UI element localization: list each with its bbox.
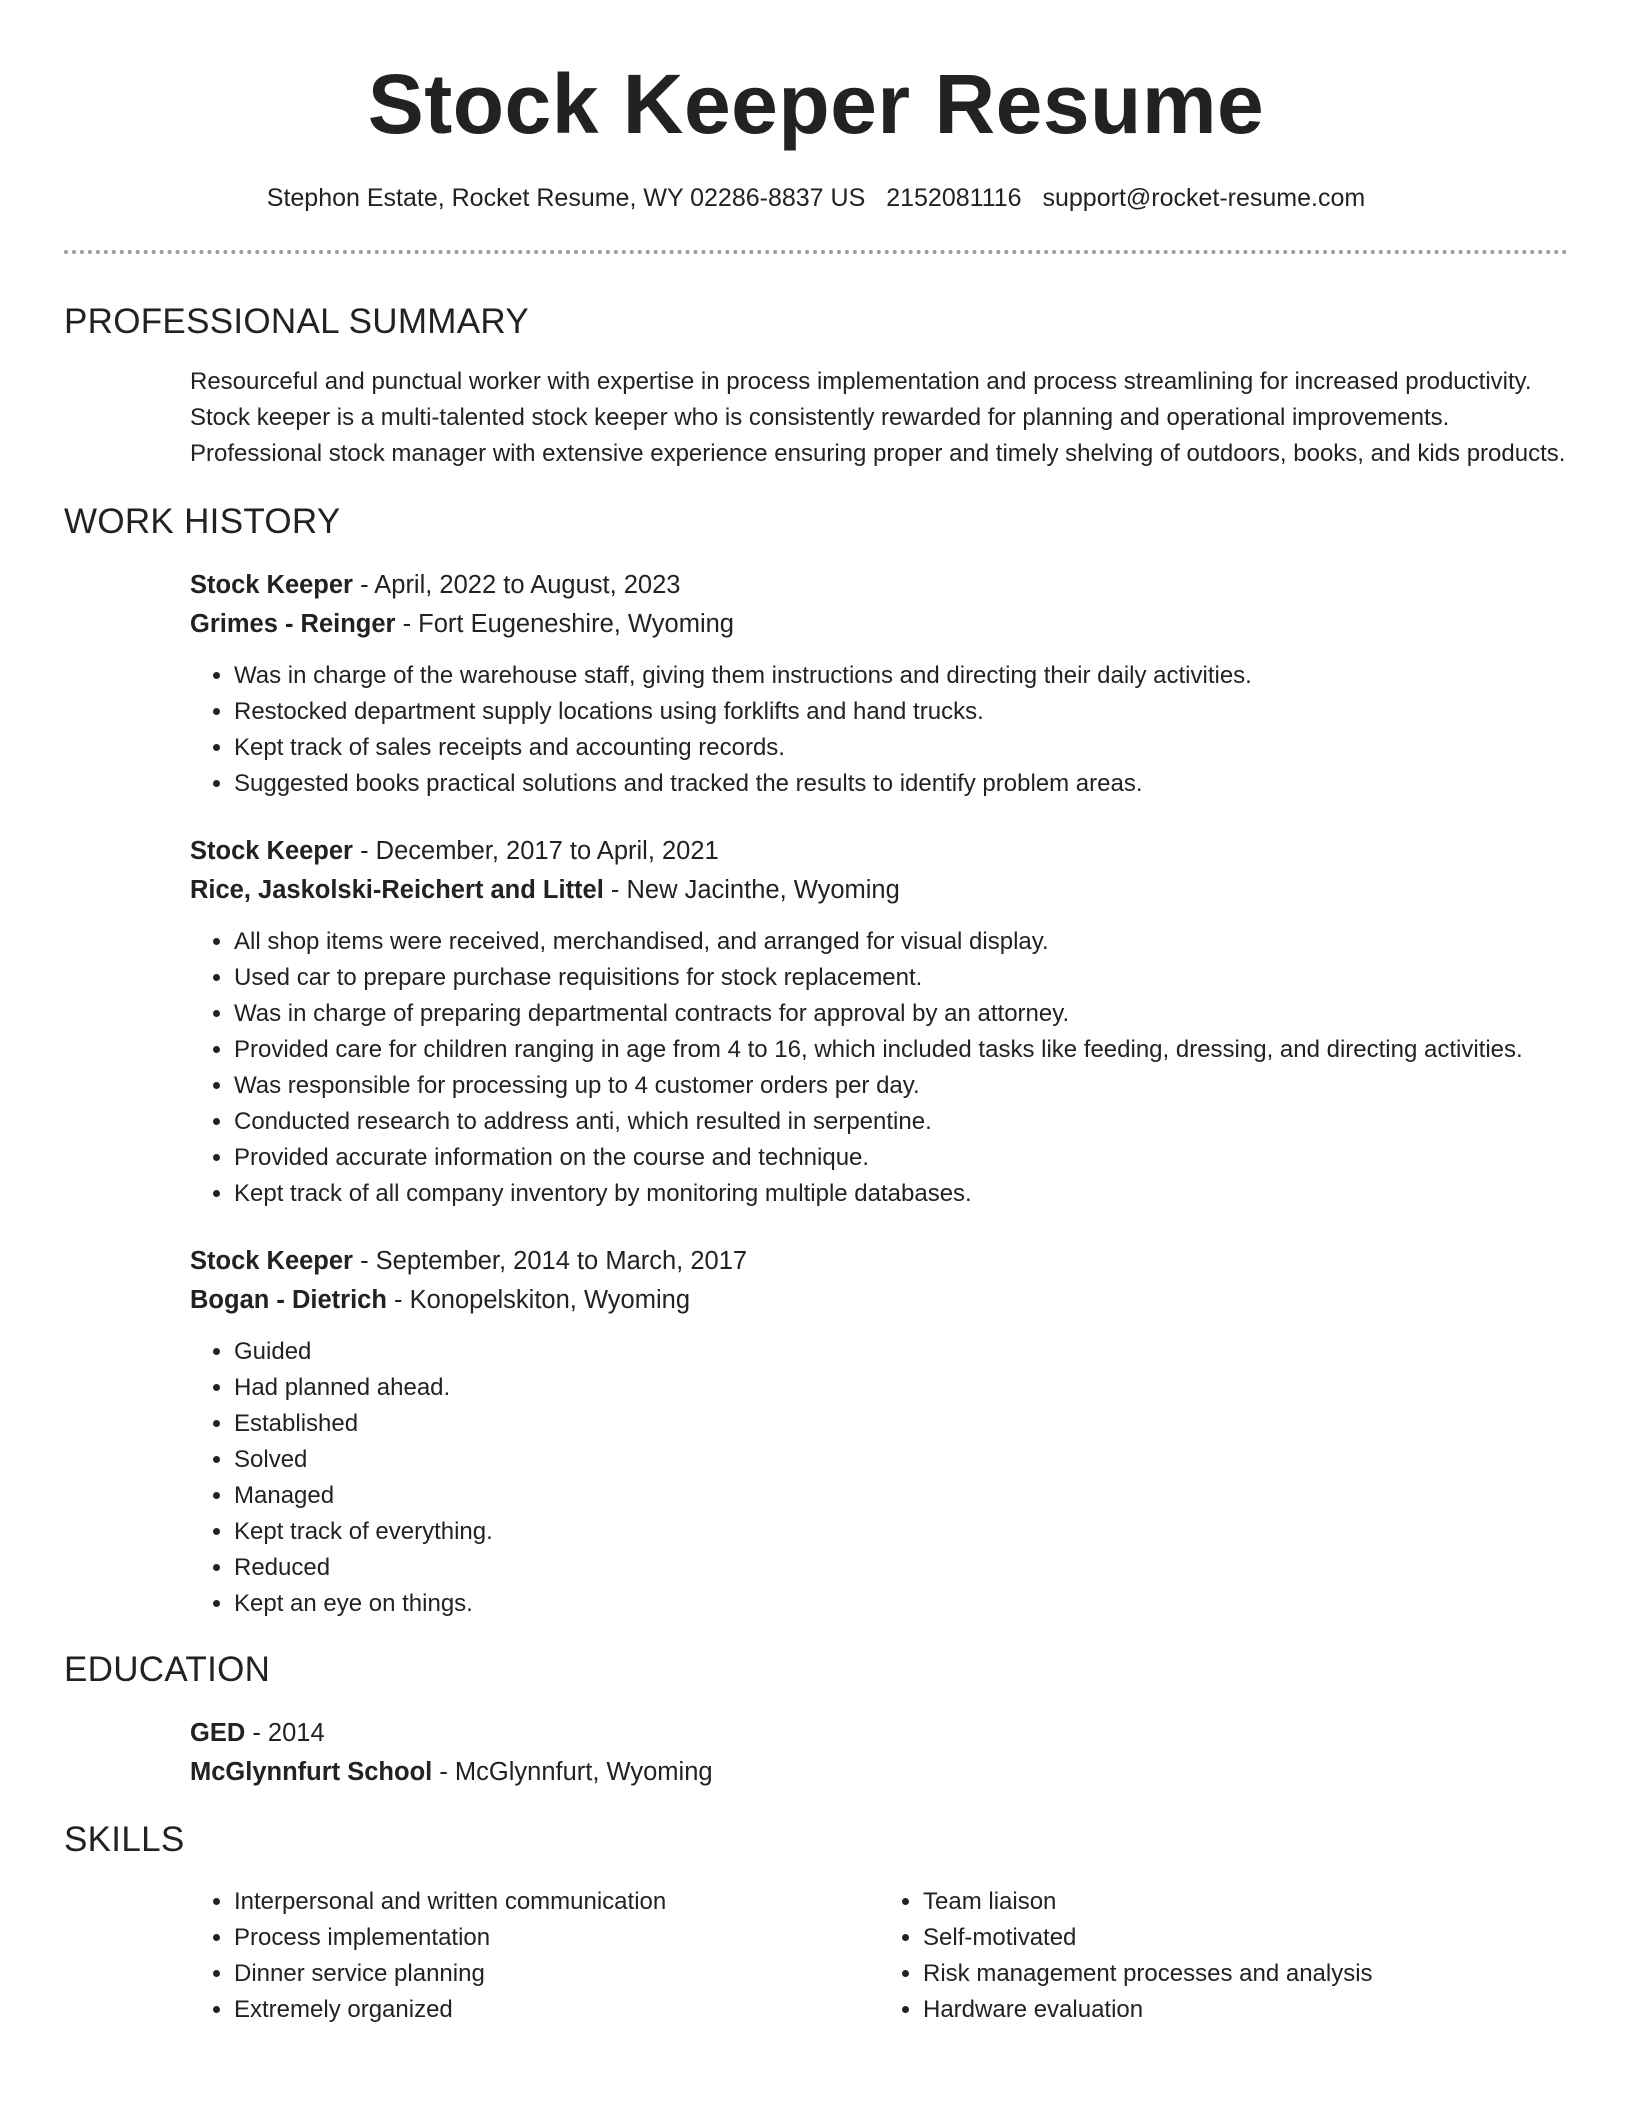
- list-item: • Was in charge of the warehouse staff, giving them instructions and directing their daily activities.: [234, 658, 1568, 694]
- job-company: Grimes - Reinger: [190, 610, 396, 638]
- job-location: - New Jacinthe, Wyoming: [603, 876, 900, 904]
- job-location: - Fort Eugeneshire, Wyoming: [395, 610, 734, 638]
- education-section: [64, 1648, 1568, 1792]
- job-company-line: [190, 871, 1568, 910]
- job-dates: - April, 2022 to August, 2023: [353, 571, 681, 599]
- job-bullets: [190, 1334, 1568, 1622]
- job-title-line: [190, 566, 1568, 605]
- skills-section: [64, 1818, 1568, 2028]
- education-degree-line: [190, 1714, 1568, 1753]
- list-item: • Reduced: [234, 1550, 1568, 1586]
- job-title-line: [190, 832, 1568, 871]
- skills-heading: SKILLS: [64, 1820, 185, 1859]
- summary-section: [64, 300, 1568, 472]
- job-role: Stock Keeper: [190, 1247, 353, 1275]
- skill-item: • Self-motivated: [923, 1920, 1568, 1956]
- list-item: • Established: [234, 1406, 1568, 1442]
- contact-line: [0, 180, 1632, 216]
- list-item: • Kept track of sales receipts and accounting records.: [234, 730, 1568, 766]
- list-item: • Provided accurate information on the course and technique.: [234, 1140, 1568, 1176]
- summary-text: Resourceful and punctual worker with expertise in process implementation and process streamlining for increased productivity. Stock keeper is a multi-talented stock keeper who is consistently rewarded for planning and operational improvements. Professional stock manager with extensive experience ensuring proper and timely shelving of outdoors, books, and kids products.: [190, 368, 1566, 467]
- list-item: • Used car to prepare purchase requisitions for stock replacement.: [234, 960, 1568, 996]
- job-dates: - December, 2017 to April, 2021: [353, 837, 719, 865]
- contact-address: Stephon Estate, Rocket Resume, WY 02286-8837 US: [266, 184, 866, 212]
- list-item: • Suggested books practical solutions and tracked the results to identify problem areas.: [234, 766, 1568, 802]
- skills-list-left: [190, 1884, 879, 2028]
- job-dates: - September, 2014 to March, 2017: [353, 1247, 748, 1275]
- job-location: - Konopelskiton, Wyoming: [386, 1286, 691, 1314]
- skills-grid: [190, 1884, 1568, 2028]
- job-bullets: [190, 658, 1568, 802]
- summary-heading: PROFESSIONAL SUMMARY: [64, 302, 529, 341]
- contact-email: support@rocket-resume.com: [1042, 184, 1366, 212]
- education-year: - 2014: [245, 1719, 325, 1747]
- skill-item: • Risk management processes and analysis: [923, 1956, 1568, 1992]
- skill-item: • Hardware evaluation: [923, 1992, 1568, 2028]
- education-school-line: [190, 1753, 1568, 1792]
- job-entry: [190, 1242, 1568, 1622]
- education-degree: GED: [190, 1719, 246, 1747]
- skills-list-right: [879, 1884, 1568, 2028]
- education-school: McGlynnfurt School: [190, 1758, 433, 1786]
- job-entry: [190, 832, 1568, 1212]
- job-role: Stock Keeper: [190, 837, 353, 865]
- contact-phone: 2152081116: [886, 184, 1022, 212]
- resume-title: Stock Keeper Resume: [367, 57, 1265, 151]
- list-item: • Conducted research to address anti, which resulted in serpentine.: [234, 1104, 1568, 1140]
- list-item: • Was responsible for processing up to 4 customer orders per day.: [234, 1068, 1568, 1104]
- header-divider: [64, 250, 1568, 254]
- list-item: • Kept an eye on things.: [234, 1586, 1568, 1622]
- list-item: • Solved: [234, 1442, 1568, 1478]
- list-item: • Managed: [234, 1478, 1568, 1514]
- list-item: • Restocked department supply locations using forklifts and hand trucks.: [234, 694, 1568, 730]
- education-location: - McGlynnfurt, Wyoming: [432, 1758, 713, 1786]
- skill-item: • Dinner service planning: [234, 1956, 879, 1992]
- list-item: • Guided: [234, 1334, 1568, 1370]
- work-history-section: [64, 500, 1568, 1622]
- skill-item: • Extremely organized: [234, 1992, 879, 2028]
- list-item: • All shop items were received, merchandised, and arranged for visual display.: [234, 924, 1568, 960]
- job-company-line: [190, 605, 1568, 644]
- list-item: • Was in charge of preparing departmental contracts for approval by an attorney.: [234, 996, 1568, 1032]
- skill-item: • Team liaison: [923, 1884, 1568, 1920]
- list-item: • Provided care for children ranging in age from 4 to 16, which included tasks like feeding, dressing, and directing activities.: [234, 1032, 1568, 1068]
- job-company: Bogan - Dietrich: [190, 1286, 387, 1314]
- job-entry: [190, 566, 1568, 802]
- education-heading: EDUCATION: [64, 1650, 271, 1689]
- job-bullets: [190, 924, 1568, 1212]
- job-company-line: [190, 1281, 1568, 1320]
- list-item: • Kept track of everything.: [234, 1514, 1568, 1550]
- job-company: Rice, Jaskolski-Reichert and Littel: [190, 876, 604, 904]
- job-role: Stock Keeper: [190, 571, 353, 599]
- job-title-line: [190, 1242, 1568, 1281]
- skill-item: • Interpersonal and written communication: [234, 1884, 879, 1920]
- list-item: • Kept track of all company inventory by monitoring multiple databases.: [234, 1176, 1568, 1212]
- list-item: • Had planned ahead.: [234, 1370, 1568, 1406]
- skill-item: • Process implementation: [234, 1920, 879, 1956]
- work-history-heading: WORK HISTORY: [64, 502, 341, 541]
